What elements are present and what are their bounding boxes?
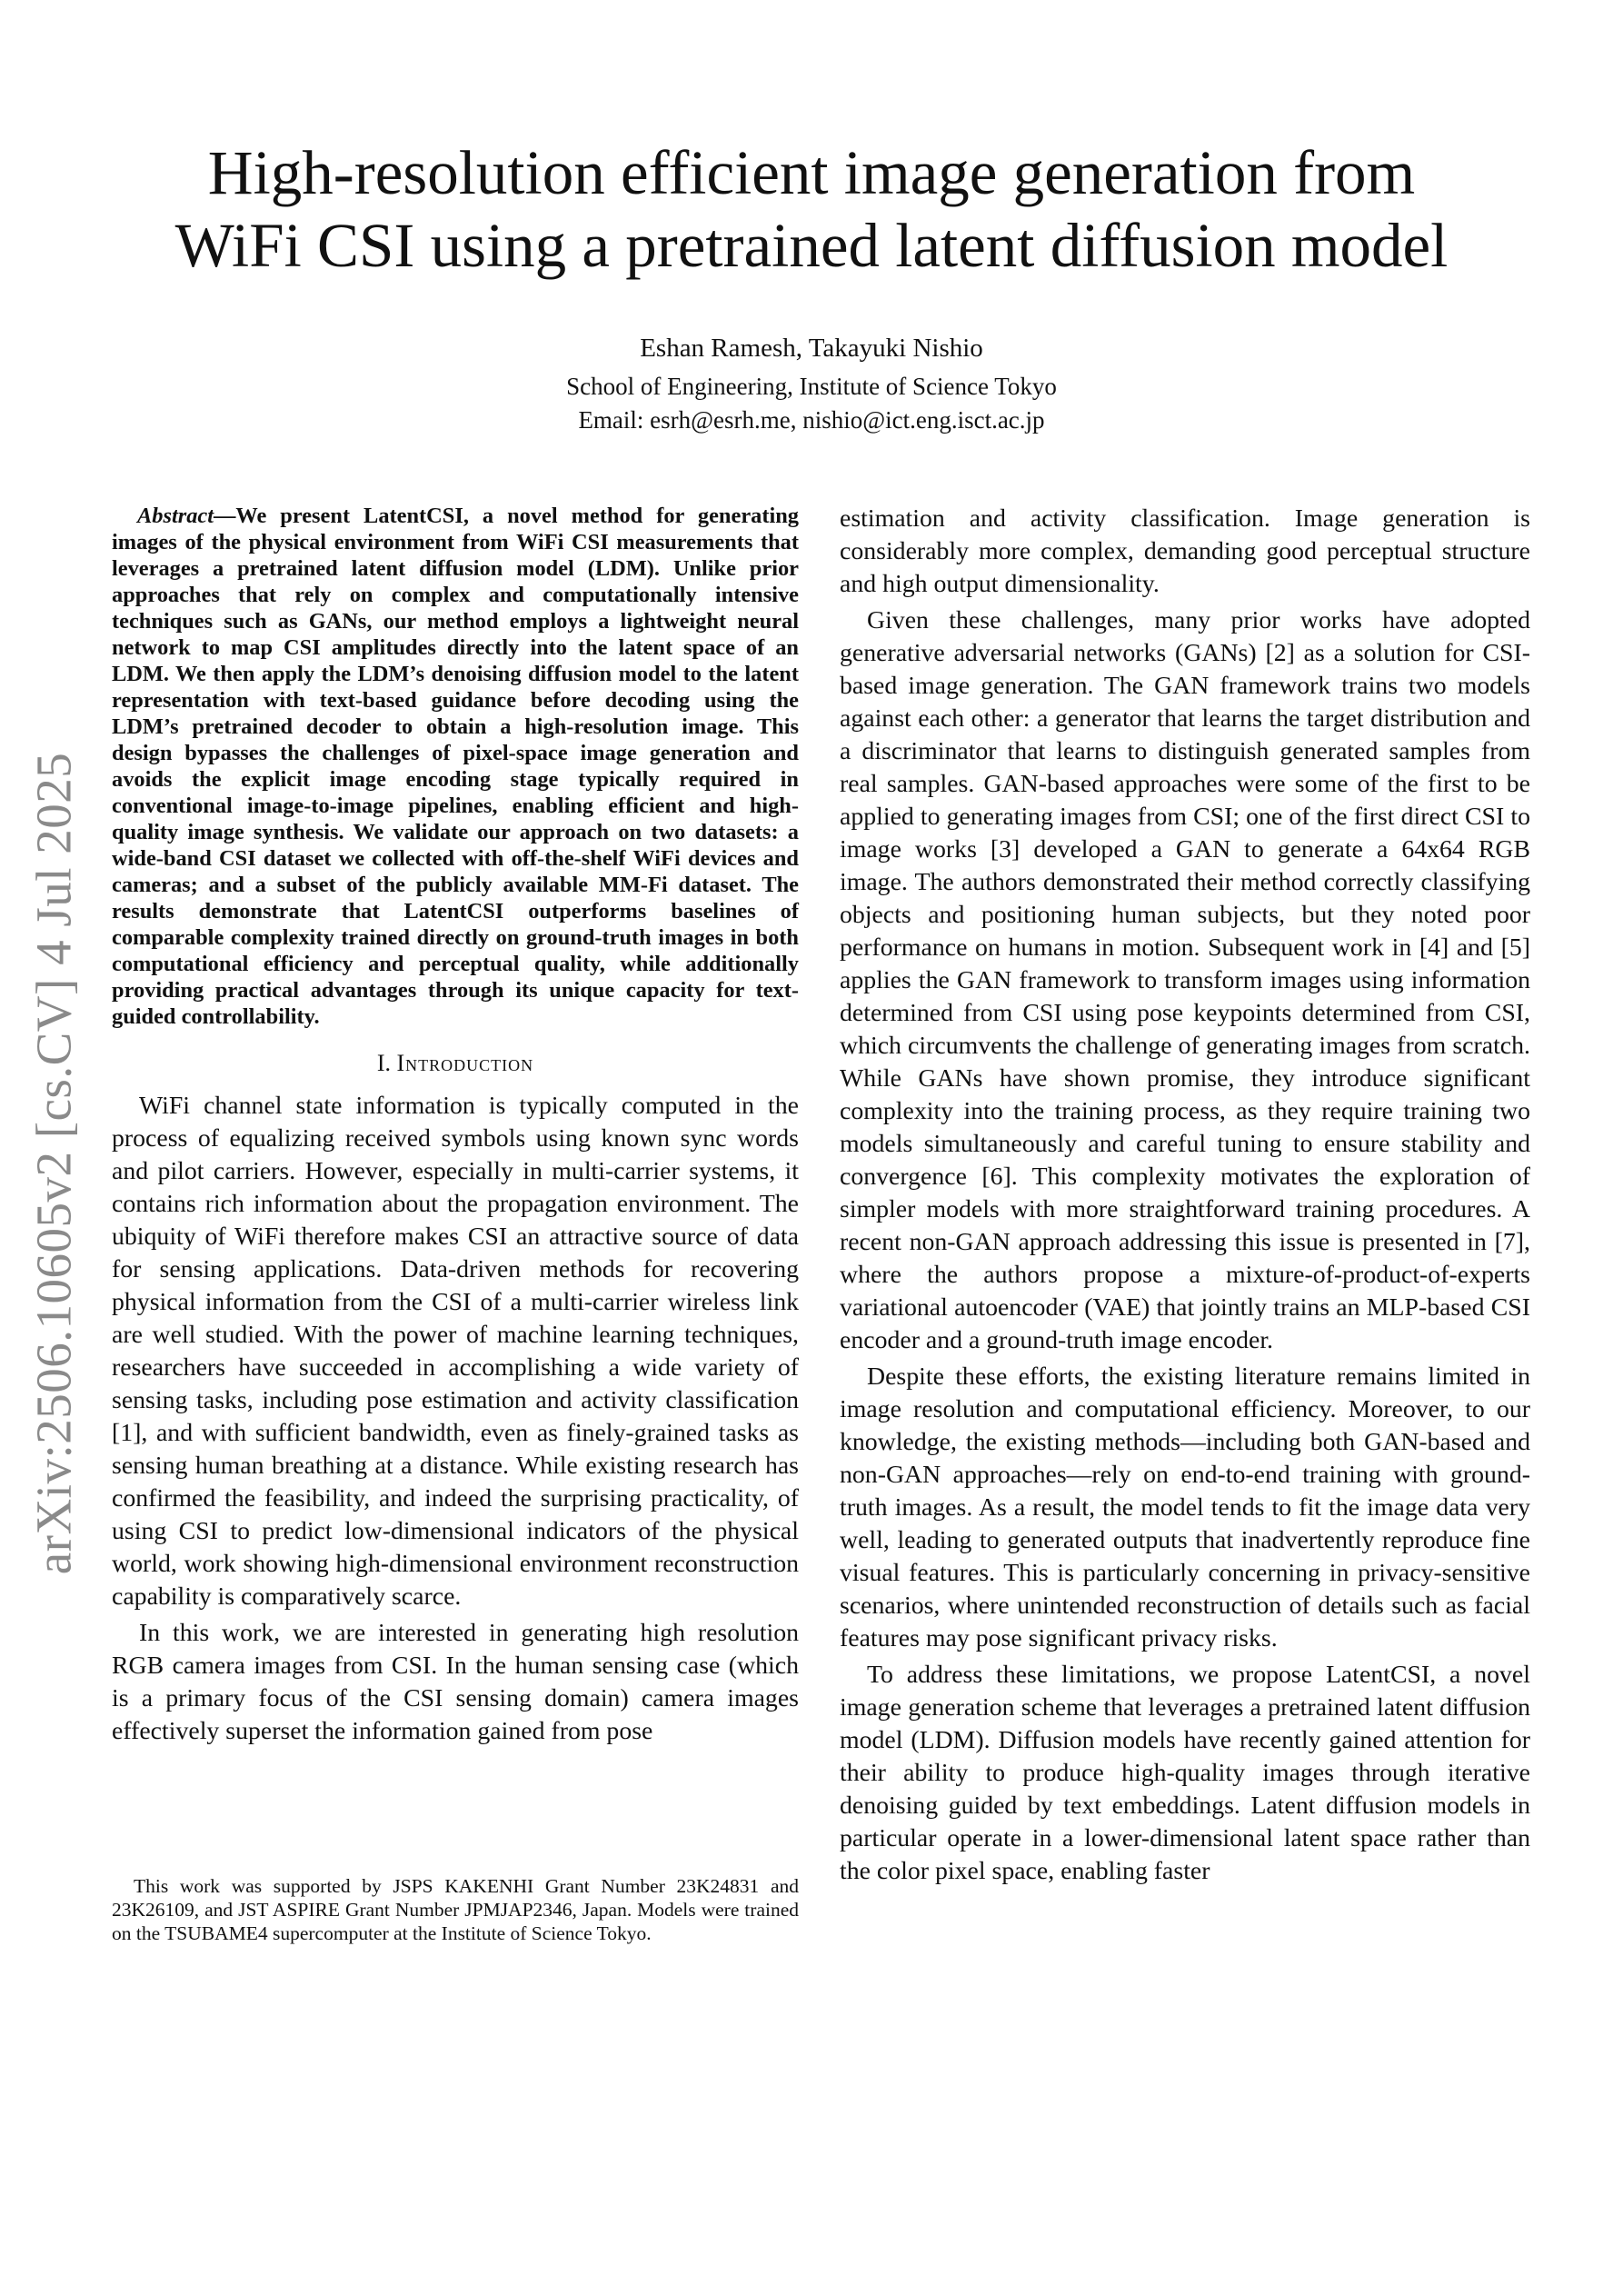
title-line-2: WiFi CSI using a pretrained latent diffusion model [174, 211, 1449, 280]
left-column [112, 503, 799, 1748]
funding-footnote: This work was supported by JSPS KAKENHI Grant Number 23K24831 and 23K26109, and JST ASPIRE Grant Number JPMJAP2346, Japan. Models were trained on the TSUBAME4 supercomputer at the Institute of Science Tokyo. [112, 1875, 799, 1944]
right-column [840, 503, 1530, 1888]
author-email: Email: esrh@esrh.me, nishio@ict.eng.isct.ac.jp [578, 406, 1045, 434]
arxiv-identifier: arXiv:2506.10605v2 [cs.CV] 4 Jul 2025 [25, 752, 82, 1575]
intro-paragraph-1: WiFi channel state information is typically computed in the process of equalizing received symbols using known sync words and pilot carriers. However, especially in multi-carrier systems, it contains rich information about the propagation environment. The ubiquity of WiFi therefore makes CSI an attractive source of data for sensing applications. Data-driven methods for recovering physical information from the CSI of a multi-carrier wireless link are well studied. With the power of machine learning techniques, researchers have succeeded in accomplishing a wide variety of sensing tasks, including pose estimation and activity classification [1], and with sufficient bandwidth, even as finely-grained tasks as sensing human breathing at a distance. While existing research has confirmed the feasibility, and indeed the surprising practicality, of using CSI to predict low-dimensional indicators of the physical world, work showing high-dimensional environment reconstruction capability is comparatively scarce. [112, 1092, 799, 1611]
abstract-text: —We present LatentCSI, a novel method for generating images of the physical environment from WiFi CSI measurements that leverages a pretrained latent diffusion model (LDM). Unlike prior approaches that rely on complex and computationally intensive techniques such as GANs, our method employs a lightweight neural network to map CSI amplitudes directly into the latent space of an LDM. We then apply the LDM’s denoising diffusion model to the latent representation with text-based guidance before decoding using the LDM’s pretrained decoder to obtain a high-resolution image. This design bypasses the challenges of pixel-space image generation and avoids the explicit image encoding stage typically required in conventional image-to-image pipelines, enabling efficient and high-quality image synthesis. We validate our approach on two datasets: a wide-band CSI dataset we collected with off-the-shelf WiFi devices and cameras; and a subset of the publicly available MM-Fi dataset. The results demonstrate that LatentCSI outperforms baselines of comparable complexity trained directly on ground-truth images in both computational efficiency and perceptual quality, while additionally providing practical advantages through its unique capacity for text-guided controllability. [112, 504, 799, 1029]
intro-paragraph-6: To address these limitations, we propose LatentCSI, a novel image generation scheme that leverages a pretrained latent diffusion model (LDM). Diffusion models have recently gained attention for their ability to produce high-quality images through iterative denoising guided by text embeddings. Latent diffusion models in particular operate in a lower-dimensional latent space rather than the color pixel space, enabling faster [840, 1661, 1530, 1885]
intro-paragraph-3: estimation and activity classification. Image generation is considerably more complex, demanding good perceptual structure and high output dimensionality. [840, 504, 1530, 598]
title-line-1: High-resolution efficient image generation from [207, 138, 1416, 207]
section-title: Introduction [396, 1050, 534, 1076]
author-affiliation: School of Engineering, Institute of Science Tokyo [566, 373, 1057, 400]
section-numeral: I. [376, 1050, 391, 1076]
intro-paragraph-4: Given these challenges, many prior works have adopted generative adversarial networks (GANs) [2] as a solution for CSI-based image generation. The GAN framework trains two models against each other: a generator that learns the target distribution and a discriminator that learns to distinguish generated samples from real samples. GAN-based approaches were some of the first to be applied to generating images from CSI; one of the first direct CSI to image works [3] developed a GAN to generate a 64x64 RGB image. The authors demonstrated their method correctly classifying objects and positioning human subjects, but they noted poor performance on humans in motion. Subsequent work in [4] and [5] applies the GAN framework to transform images using information determined from CSI using pose keypoints determined from CSI, which circumvents the challenge of generating images from scratch. While GANs have shown promise, they introduce significant complexity into the training process, as they require training two models simultaneously and careful tuning to ensure stability and convergence [6]. This complexity motivates the exploration of simpler models with more straightforward training procedures. A recent non-GAN approach addressing this issue is presented in [7], where the authors propose a mixture-of-product-of-experts variational autoencoder (VAE) that jointly trains an MLP-based CSI encoder and a ground-truth image encoder. [840, 606, 1530, 1354]
abstract-label: Abstract [137, 504, 214, 528]
arxiv-side-stamp [22, 700, 85, 1627]
abstract [112, 503, 799, 1030]
author-list: Eshan Ramesh, Takayuki Nishio [640, 334, 983, 363]
paper-title [91, 136, 1532, 282]
intro-paragraph-5: Despite these efforts, the existing literature remains limited in image resolution and computational efficiency. Moreover, to our knowledge, the existing methods—including both GAN-based and non-GAN approaches—rely on end-to-end training with ground-truth images. As a result, the model tends to fit the image data very well, leading to generated outputs that inadvertently reproduce fine visual features. This is particularly concerning in privacy-sensitive scenarios, where unintended reconstruction of details such as facial features may pose significant privacy risks. [840, 1363, 1530, 1652]
section-heading-introduction [112, 1050, 799, 1077]
intro-paragraph-2: In this work, we are interested in generating high resolution RGB camera images from CSI. In the human sensing case (which is a primary focus of the CSI sensing domain) camera images effectively superset the information gained from pose [112, 1619, 799, 1745]
